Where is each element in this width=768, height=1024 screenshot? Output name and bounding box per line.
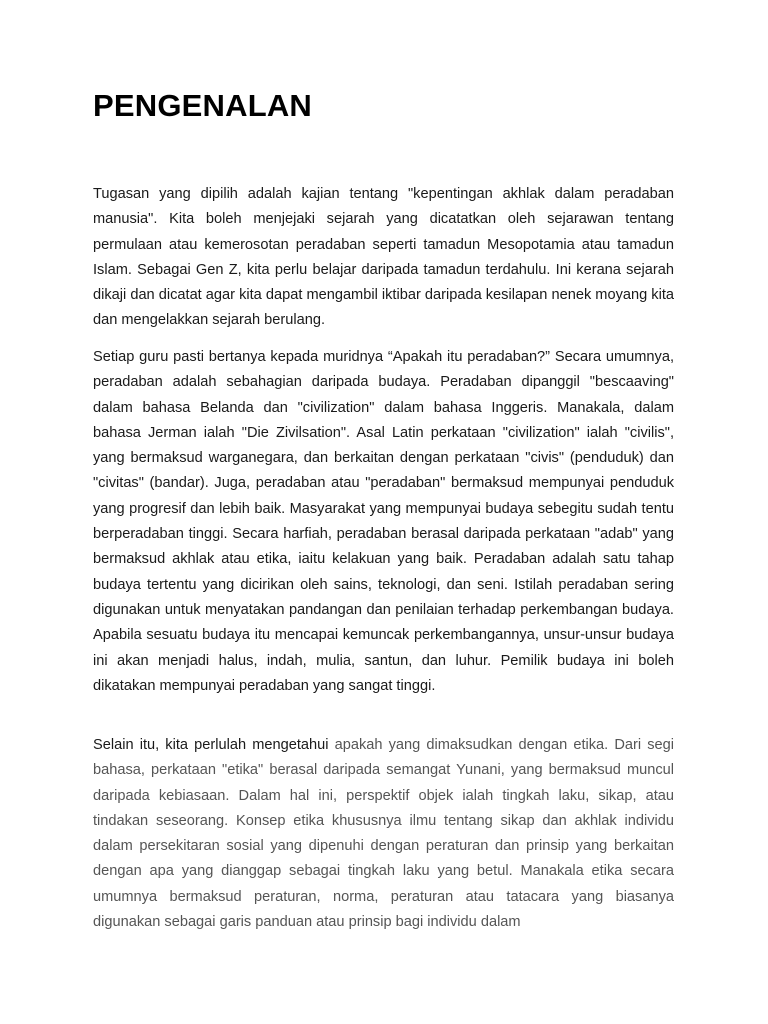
paragraph-definition-peradaban: Setiap guru pasti bertanya kepada muridnya “Apakah itu peradaban?” Secara umumnya, peradaban adalah sebahagian daripada budaya. Peradaban dipanggil "bescaaving" dalam bahasa Belanda dan "civilization" dalam bahasa Inggeris. Manakala, dalam bahasa Jerman ialah "Die Zivilsation". Asal Latin perkataan "civilization" ialah "civilis", yang bermaksud warganegara, dan berkaitan dengan perkataan "civis" (penduduk) dan "civitas" (bandar). Juga, peradaban atau "peradaban" bermaksud mempunyai penduduk yang progresif dan lebih baik. Masyarakat yang mempunyai budaya sebegitu sudah tentu berperadaban tinggi. Secara harfiah, peradaban berasal daripada perkataan "adab" yang bermaksud akhlak atau etika, iaitu kelakuan yang baik. Peradaban adalah satu tahap budaya tertentu yang dicirikan oleh sains, teknologi, dan seni. Istilah peradaban sering digunakan untuk menyatakan pandangan dan penilaian terhadap perkembangan budaya. Apabila sesuatu budaya itu mencapai kemuncak perkembangannya, unsur-unsur budaya ini akan menjadi halus, indah, mulia, santun, dan luhur. Pemilik budaya ini boleh dikatakan mempunyai peradaban yang sangat tinggi. — [93, 349, 674, 694]
paragraph-etika-rest: apakah yang dimaksudkan dengan etika. Dari segi bahasa, perkataan "etika" berasal daripada semangat Yunani, yang bermaksud muncul daripada kebiasaan. Dalam hal ini, perspektif objek ialah tingkah laku, sikap, atau tindakan seseorang. Konsep etika khususnya ilmu tentang sikap dan akhlak individu dalam persekitaran sosial yang dipenuhi dengan peraturan dan prinsip yang berkaitan dengan apa yang dianggap sebagai tingkah laku yang betul. Manakala etika secara umumnya bermaksud peraturan, norma, peraturan atau tatacara yang biasanya digunakan sebagai garis panduan atau prinsip bagi individu dalam — [93, 737, 674, 931]
paragraph-etika-start: Selain itu, kita perlulah mengetahui — [93, 737, 335, 753]
paragraph-introduction: Tugasan yang dipilih adalah kajian tentang "kepentingan akhlak dalam peradaban manusia". Kita boleh menjejaki sejarah yang dicatatkan oleh sejarawan tentang permulaan atau kemerosotan peradaban seperti tamadun Mesopotamia atau tamadun Islam. Sebagai Gen Z, kita perlu belajar daripada tamadun terdahulu. Ini kerana sejarah dikaji dan dicatat agar kita dapat mengambil iktibar daripada kesilapan nenek moyang kita dan mengelakkan sejarah berulang. — [93, 186, 674, 329]
paragraph-definition-etika — [93, 733, 674, 935]
document-title: PENGENALAN — [93, 88, 313, 123]
